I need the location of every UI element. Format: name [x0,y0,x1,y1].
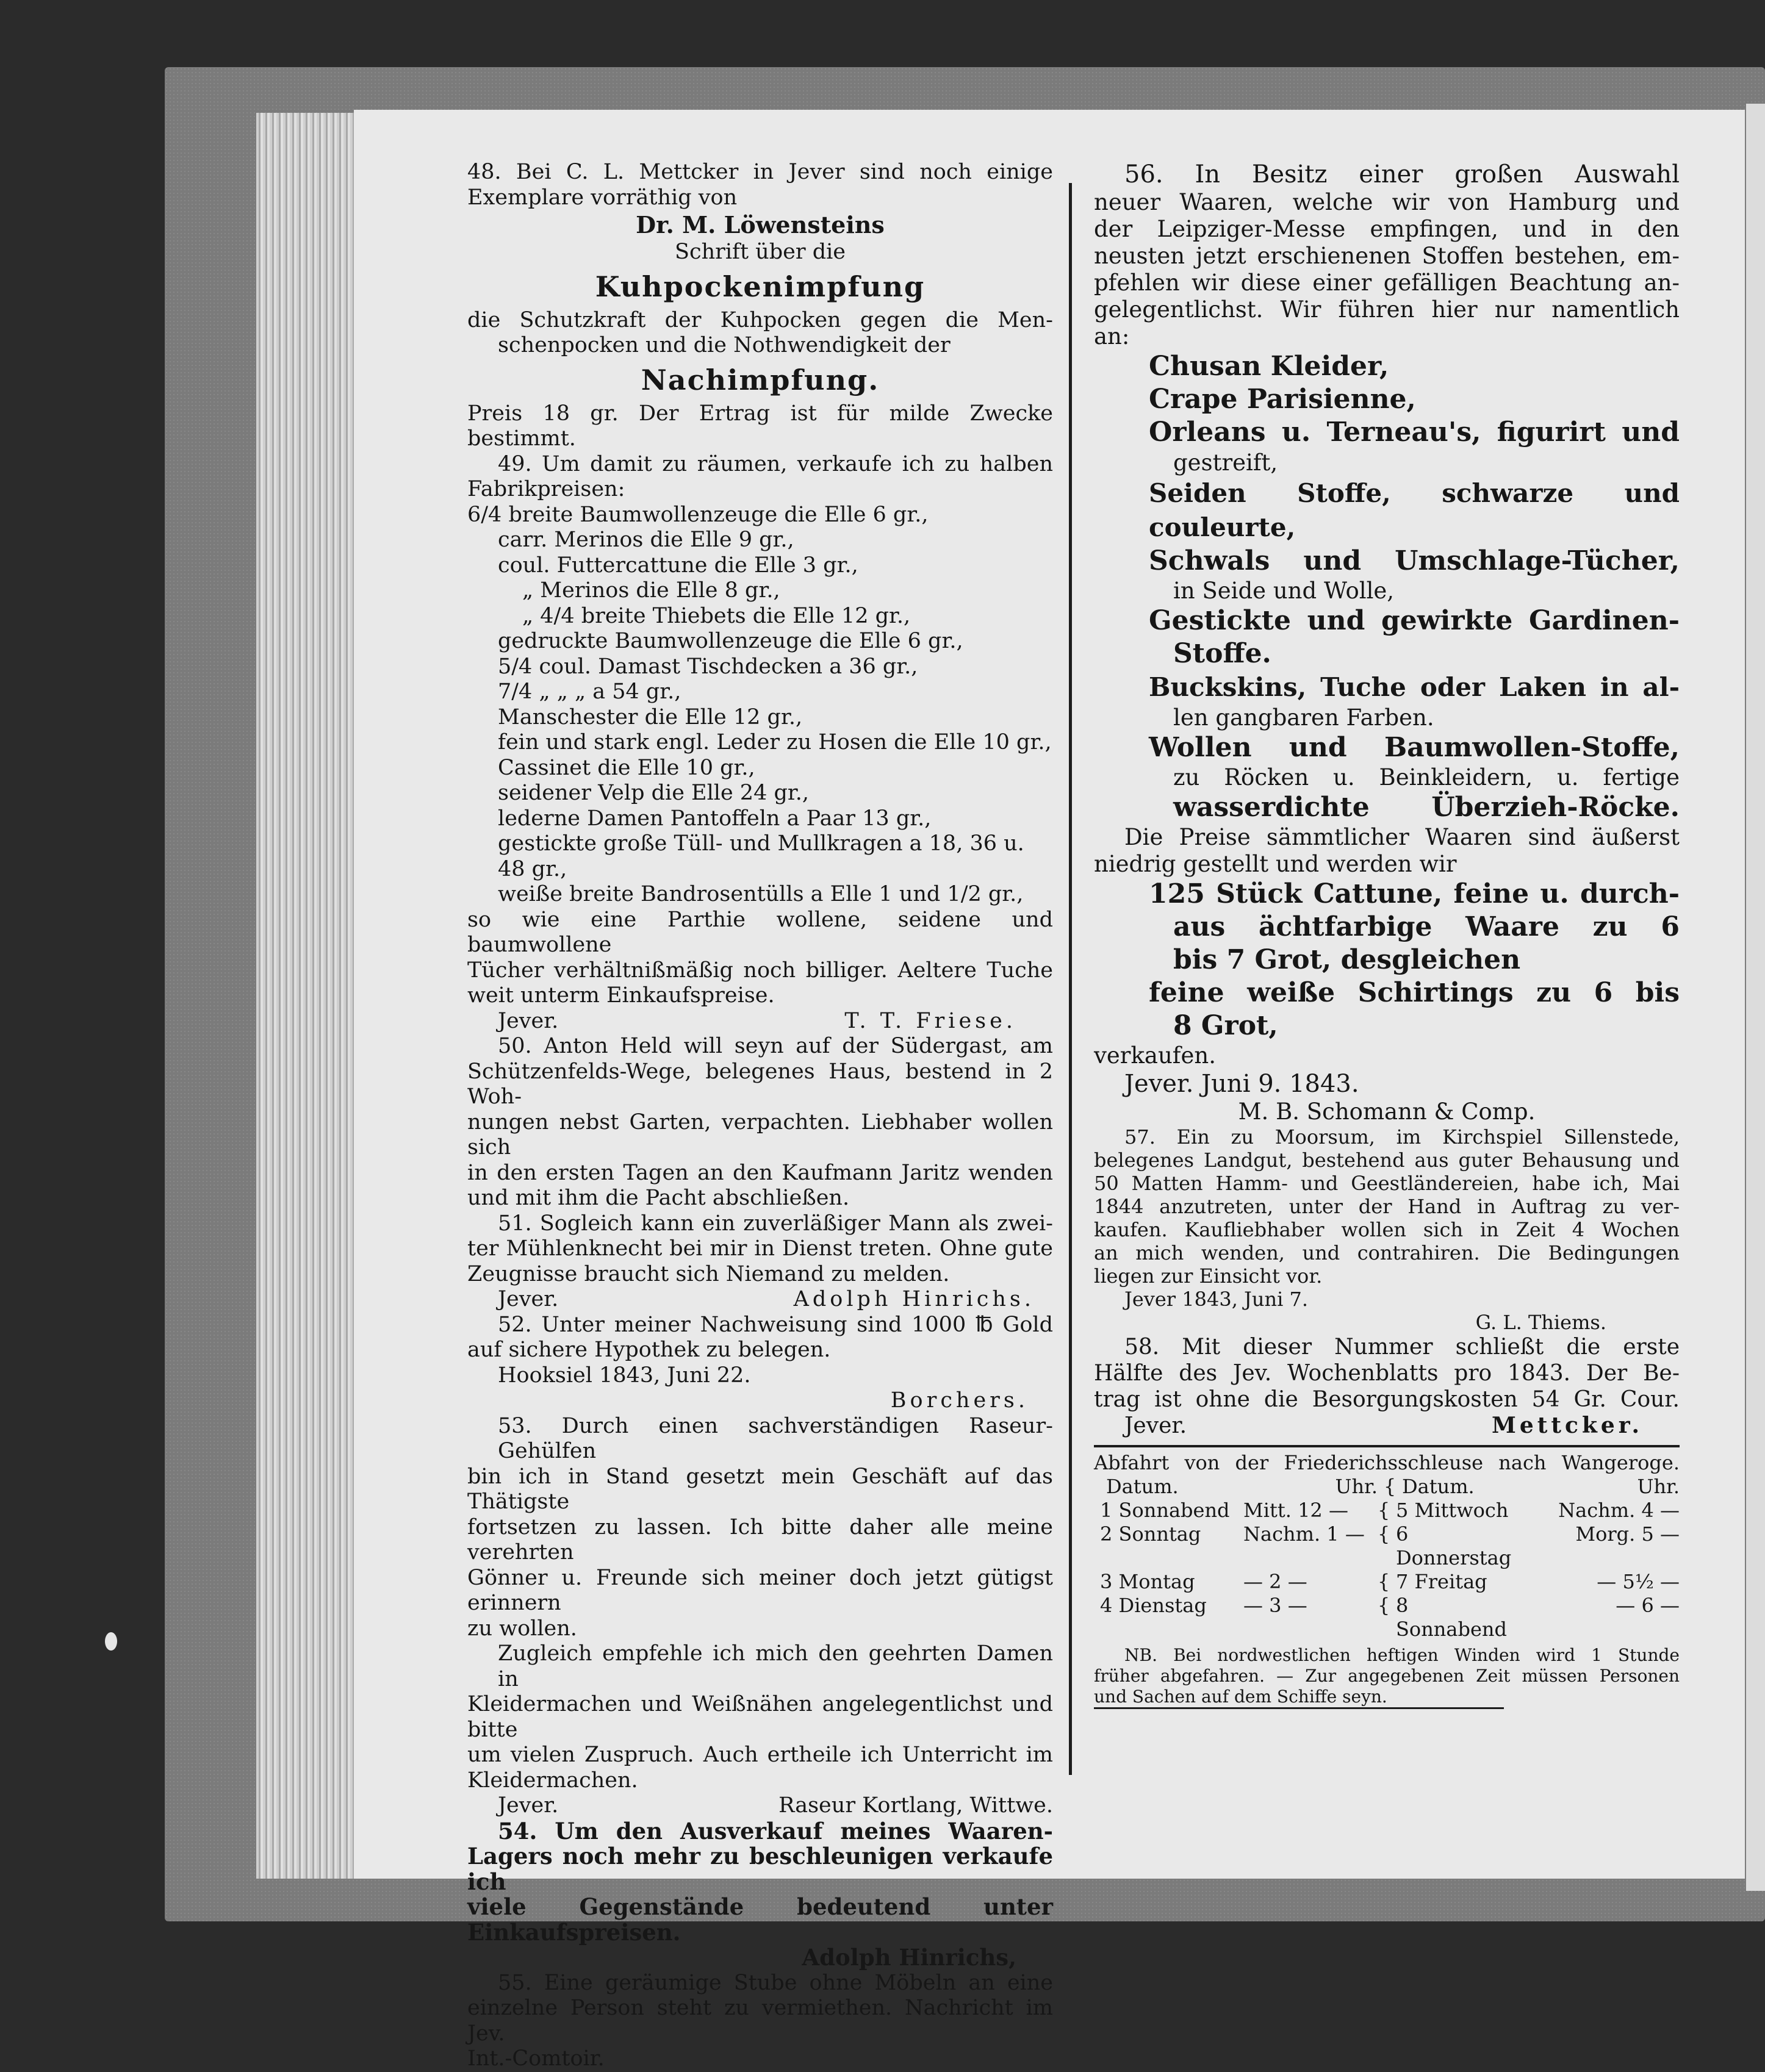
next-page-edge [1746,104,1765,1891]
ad-50-line: 50. Anton Held will seyn auf der Südergast, am [498,1034,1053,1058]
ad-53-line: Kleidermachen. [467,1768,638,1793]
ad-56-item-sub: Stoffe. [1173,638,1271,669]
column-rule [1069,183,1072,1775]
ad-53-line: zu wollen. [467,1616,577,1641]
ad-56-item: Buckskins, Tuche oder Laken in al- [1149,672,1680,702]
schedule-cell: 8 Sonnabend [1396,1594,1507,1641]
ad-56-offer: aus ächtfarbige Waare zu 6 [1173,911,1680,942]
ad-52-place: Hooksiel 1843, Juni 22. [498,1363,751,1388]
ad-49-line: Fabrikpreisen: [467,477,625,501]
ad-51-signature: Adolph Hinrichs. [793,1287,1035,1311]
ad-57-line: 57. Ein zu Moorsum, im Kirchspiel Sillenstede, [1124,1125,1680,1149]
ad-53-line: Zugleich empfehle ich mich den geehrten Damen in [498,1641,1053,1691]
ad-50-line: Schützenfelds-Wege, belegenes Haus, bestend in 2 Woh- [467,1059,1053,1109]
ad-51-line: ter Mühlenknecht bei mir in Dienst treten. Ohne gute [467,1236,1053,1261]
brace-glyph: { [1377,1594,1390,1617]
ad-56-item-sub: len gangbaren Farben. [1173,704,1434,731]
ad-48-schrift: Schrift über die [674,240,846,264]
ad-56-item-sub: gestreift, [1173,450,1278,476]
ad-49-line: 49. Um damit zu räumen, verkaufe ich zu halben [498,451,1053,476]
schedule-note: und Sachen auf dem Schiffe seyn. [1094,1687,1504,1709]
ad-51-place: Jever. [498,1287,559,1311]
ad-56-line: 56. In Besitz einer großen Auswahl [1124,160,1680,188]
schedule-note: früher abgefahren. — Zur angegebenen Zeit müssen Personen [1094,1666,1680,1686]
ad-49-line: 7/4 „ „ „ a 54 gr., [498,679,681,704]
ferry-schedule [1094,1451,1680,1709]
schedule-cell: — 5½ — [1597,1570,1680,1593]
ad-56-item: Chusan Kleider, [1149,351,1389,382]
schedule-cell: 2 Sonntag [1100,1522,1201,1546]
schedule-header [1094,1475,1680,1499]
ad-51-line: Zeugnisse braucht sich Niemand zu melden. [467,1261,950,1286]
ad-49-line: „ Merinos die Elle 8 gr., [522,578,780,603]
ad-57-place: Jever 1843, Juni 7. [1124,1288,1309,1311]
ad-48-price: Preis 18 gr. Der Ertrag ist für milde Zwecke bestimmt. [467,401,1053,451]
ad-49-line: weiße breite Bandrosentülls a Elle 1 und 1/2 gr., [498,882,1024,906]
ad-57-line: 50 Matten Hamm- und Geestländereien, habe ich, Mai [1094,1172,1680,1195]
ad-56-item: Schwals und Umschlage-Tücher, [1149,545,1680,576]
ad-49-line: carr. Merinos die Elle 9 gr., [498,528,794,552]
ad-51-line: 51. Sogleich kann ein zuverläßiger Mann als zwei- [498,1211,1053,1236]
ad-56-offer: 8 Grot, [1173,1010,1278,1041]
ad-58-place: Jever. [1124,1413,1187,1438]
ad-49-line: Cassinet die Elle 10 gr., [498,755,755,780]
ad-48-title2: Nachimpfung. [641,363,880,396]
schedule-cell: Nachm. 1 — [1243,1522,1365,1546]
ad-55-line: einzelne Person steht zu vermiethen. Nachricht im Jev. [467,1996,1053,2046]
schedule-row [1094,1499,1680,1522]
ad-49-line: „ 4/4 breite Thiebets die Elle 12 gr., [522,603,911,628]
ad-56-offer: 125 Stück Cattune, feine u. durch- [1149,878,1680,909]
ad-56-item-sub: in Seide und Wolle, [1173,578,1395,604]
schedule-cell: — 3 — [1243,1594,1307,1617]
ad-49-line: coul. Futtercattune die Elle 3 gr., [498,553,858,578]
ad-57-line: liegen zur Einsicht vor. [1094,1264,1323,1288]
left-column [467,160,1053,2072]
ad-48-line: 48. Bei C. L. Mettcker in Jever sind noch einige [467,160,1053,184]
ad-58-signature: Mettcker. [1492,1413,1643,1438]
schedule-cell: 7 Freitag [1396,1570,1487,1593]
ad-57-line: 1844 anzutreten, unter der Hand in Auftrag zu ver- [1094,1195,1680,1218]
ad-57-line: kaufen. Kaufliebhaber wollen sich in Zeit 4 Wochen [1094,1218,1680,1241]
ad-48-title: Kuhpockenimpfung [595,270,926,303]
ad-53-line: um vielen Zuspruch. Auch ertheile ich Unterricht im [467,1743,1053,1767]
ad-56-item: Gestickte und gewirkte Gardinen- [1149,605,1680,636]
ad-50-line: und mit ihm die Pacht abschließen. [467,1186,850,1210]
schedule-header-date2: Datum. [1402,1475,1475,1498]
ad-48-subtitle: die Schutzkraft der Kuhpocken gegen die Men- [467,307,1053,332]
ad-54-signature: Adolph Hinrichs, [802,1944,1016,1971]
ad-56-verkaufen: verkaufen. [1094,1042,1216,1069]
ad-57-line: an mich wenden, und contrahiren. Die Bedingungen [1094,1241,1680,1264]
ad-50-line: in den ersten Tagen an den Kaufmann Jaritz wenden [467,1160,1053,1185]
schedule-cell: 1 Sonnabend [1100,1499,1230,1522]
ad-49-line: fein und stark engl. Leder zu Hosen die Elle 10 gr., [498,730,1052,755]
ad-53-signature: Raseur Kortlang, Wittwe. [778,1793,1053,1818]
ad-57-line: belegenes Landgut, bestehend aus guter Behausung und [1094,1149,1680,1172]
ad-49-line: gestickte große Tüll- und Mullkragen a 18, 36 u. 48 gr., [498,831,1024,881]
ad-49-line: seidener Velp die Elle 24 gr., [498,781,810,805]
ad-49-place: Jever. [498,1008,559,1033]
ad-49-signature: T. T. Friese. [844,1008,1016,1033]
schedule-cell: 4 Dienstag [1100,1594,1207,1617]
ad-49-tail: weit unterm Einkaufspreise. [467,983,775,1008]
ad-56-line: gelegentlichst. Wir führen hier nur namentlich [1094,296,1680,323]
schedule-row [1094,1522,1680,1570]
ad-53-line: Kleidermachen und Weißnähen angelegentlichst und bitte [467,1692,1053,1742]
schedule-cell: 3 Montag [1100,1570,1195,1593]
ad-54-line: Lagers noch mehr zu beschleunigen verkaufe ich [467,1843,1053,1895]
paper-speck [105,1632,117,1651]
schedule-cell: — 2 — [1243,1570,1307,1593]
ad-58-line: Hälfte des Jev. Wochenblatts pro 1843. Der Be- [1094,1361,1680,1386]
ad-49-tail: so wie eine Parthie wollene, seidene und baumwollene [467,907,1053,957]
schedule-cell: Nachm. 4 — [1558,1499,1680,1522]
ad-58-line: trag ist ohne die Besorgungskosten 54 Gr. Cour. [1094,1387,1680,1412]
ad-56-item-sub: zu Röcken u. Beinkleidern, u. fertige [1173,764,1680,790]
ad-53-line: Gönner u. Freunde sich meiner doch jetzt gütigst erinnern [467,1565,1053,1615]
ad-48-subtitle: schenpocken und die Nothwendigkeit der [498,333,951,357]
ad-54-line: 54. Um den Ausverkauf meines Waaren- [498,1817,1053,1844]
brace-glyph: { [1377,1522,1390,1546]
ad-53-place: Jever. [498,1793,559,1818]
schedule-title: Abfahrt von der Friederichsschleuse nach Wangeroge. [1094,1451,1680,1474]
ad-54-line: viele Gegenstände bedeutend unter Einkaufspreisen. [467,1893,1053,1946]
schedule-header-time: Uhr. [1335,1475,1378,1498]
ad-53-line: fortsetzen zu lassen. Ich bitte daher alle meine verehrten [467,1515,1053,1565]
schedule-row [1094,1594,1680,1641]
schedule-cell: Morg. 5 — [1575,1522,1680,1546]
ad-56-price: niedrig gestellt und werden wir [1094,851,1457,877]
ad-56-item: Wollen und Baumwollen-Stoffe, [1149,732,1680,763]
schedule-cell: Mitt. 12 — [1243,1499,1348,1522]
ad-56-line: neusten jetzt erschienenen Stoffen bestehen, em- [1094,243,1680,269]
ad-56-item-sub: wasserdichte Überzieh-Röcke. [1173,792,1680,823]
schedule-divider [1094,1445,1680,1447]
ad-56-item: Crape Parisienne, [1149,384,1416,415]
ad-49-line: Manschester die Elle 12 gr., [498,704,803,730]
ad-55-line: 55. Eine geräumige Stube ohne Möbeln an eine [498,1970,1053,1995]
ad-56-price: Die Preise sämmtlicher Waaren sind äußerst [1124,824,1680,850]
brace-glyph: { [1383,1475,1397,1498]
ad-56-signature: M. B. Schomann & Comp. [1238,1099,1536,1125]
ad-56-line: pfehlen wir diese einer gefälligen Beachtung an- [1094,270,1680,296]
schedule-cell: 5 Mittwoch [1396,1499,1509,1522]
ad-56-line: neuer Waaren, welche wir von Hamburg und [1094,189,1680,215]
ad-49-tail: Tücher verhältnißmäßig noch billiger. Aeltere Tuche [467,958,1053,983]
ad-56-line: der Leipziger-Messe empfingen, und in den [1094,216,1680,242]
ad-49-line: gedruckte Baumwollenzeuge die Elle 6 gr., [498,629,963,653]
schedule-cell: 6 Donnerstag [1396,1522,1512,1569]
brace-glyph: { [1377,1499,1390,1522]
right-column [1094,160,1680,1709]
ad-56-date: Jever. Juni 9. 1843. [1124,1070,1359,1098]
brace-glyph: { [1377,1570,1390,1593]
ad-55-line: Int.-Comtoir. [467,2046,605,2071]
ad-52-signature: Borchers. [890,1388,1029,1413]
schedule-header-date: Datum. [1106,1475,1179,1498]
ad-58-line: 58. Mit dieser Nummer schließt die erste [1124,1335,1680,1360]
ad-53-line: 53. Durch einen sachverständigen Raseur-Gehülfen [498,1413,1053,1463]
schedule-row [1094,1570,1680,1594]
ad-56-offer: feine weiße Schirtings zu 6 bis [1149,977,1680,1008]
ad-57-signature: G. L. Thiems. [1475,1311,1606,1334]
schedule-note: NB. Bei nordwestlichen heftigen Winden wird 1 Stunde [1124,1645,1680,1665]
page-stack-edge [256,113,360,1879]
ad-56-line: an: [1094,323,1130,350]
ad-49-line: 5/4 coul. Damast Tischdecken a 36 gr., [498,654,918,679]
ad-49-line: 6/4 breite Baumwollenzeuge die Elle 6 gr., [467,502,929,527]
ad-50-line: nungen nebst Garten, verpachten. Liebhaber wollen sich [467,1109,1053,1160]
ad-48-line: Exemplare vorräthig von [467,185,738,210]
ad-52-line: 52. Unter meiner Nachweisung sind 1000 ℔ Gold [498,1312,1053,1337]
ad-52-line: auf sichere Hypothek zu belegen. [467,1338,831,1362]
ad-48-author: Dr. M. Löwensteins [636,211,885,238]
ad-49-line: lederne Damen Pantoffeln a Paar 13 gr., [498,806,932,831]
schedule-cell: — 6 — [1616,1594,1680,1617]
ad-56-offer: bis 7 Grot, desgleichen [1173,944,1521,975]
ad-56-item: Seiden Stoffe, schwarze und couleurte, [1149,478,1680,542]
schedule-header-time2: Uhr. [1637,1475,1680,1498]
ad-53-line: bin ich in Stand gesetzt mein Geschäft auf das Thätigste [467,1464,1053,1514]
ad-56-item: Orleans u. Terneau's, figurirt und [1149,417,1680,448]
